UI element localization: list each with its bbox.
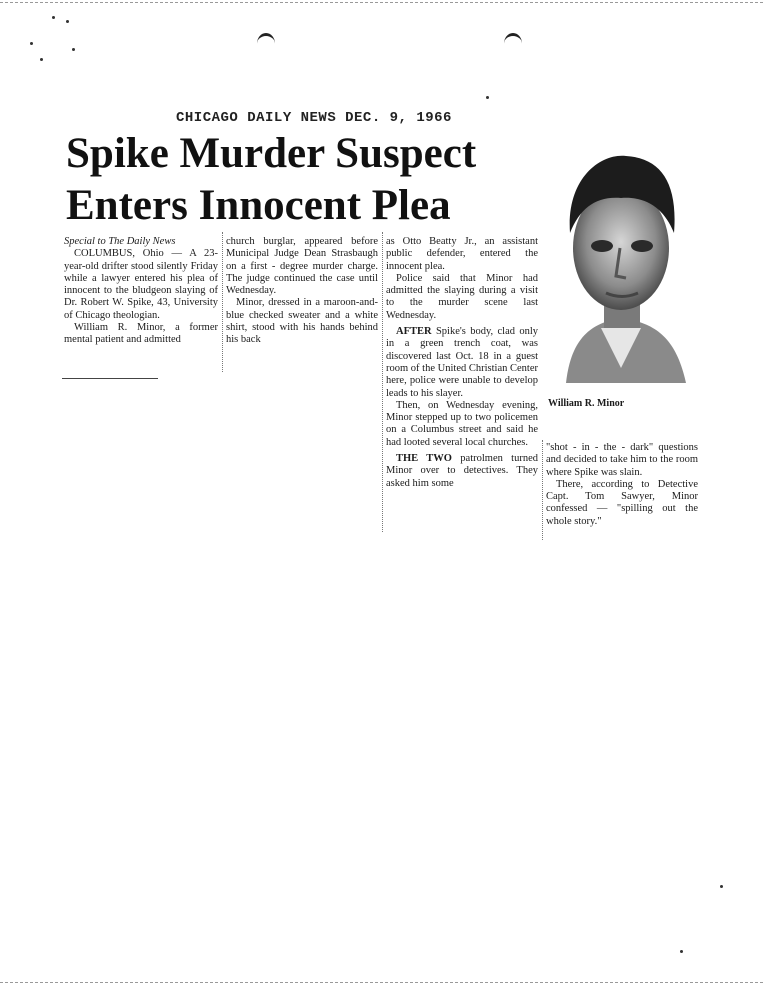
column-end-rule <box>62 378 158 379</box>
headline <box>66 128 546 232</box>
scan-speck <box>72 48 75 51</box>
column-rule <box>222 232 223 372</box>
scan-speck <box>66 20 69 23</box>
headline-line-1: Spike Murder Suspect <box>66 130 477 177</box>
paragraph: as Otto Beatty Jr., an assistant public defender, entered the innocent plea. <box>386 236 538 272</box>
paragraph: Then, on Wednesday evening, Minor stepped up to two policemen on a Columbus street and said he had looted several local churches. <box>386 399 538 448</box>
paragraph <box>386 453 538 490</box>
article-column-4 <box>546 442 698 528</box>
scan-speck <box>40 58 43 61</box>
paragraph: Police said that Minor had admitted the slaying during a visit to the murder scene last Wednesday. <box>386 272 538 321</box>
article-column-1 <box>64 236 218 347</box>
article-column-2 <box>226 236 378 347</box>
photo-caption: William R. Minor <box>548 398 625 409</box>
paragraph-text: Spike's body, clad only in a green trench coat, was discovered last Oct. 18 in a guest room of the United Christian Center here, police were unable to develop leads to his slayer. <box>386 326 538 399</box>
column-rule <box>542 440 543 540</box>
paragraph: Minor, dressed in a maroon-and-blue checked sweater and a white shirt, stood with his hands behind his back <box>226 297 378 346</box>
scan-speck <box>486 96 489 99</box>
paragraph: There, according to Detective Capt. Tom Sawyer, Minor confessed — "spilling out the whole story." <box>546 478 698 527</box>
bottom-scan-edge <box>0 982 763 983</box>
suspect-photo <box>546 138 696 388</box>
binder-hole-left <box>257 33 275 54</box>
paragraph: church burglar, appeared before Municipal Judge Dean Strasbaugh on a first - degree murder charge. The judge continued the case until Wednesday. <box>226 236 378 297</box>
scan-speck <box>720 885 723 888</box>
headline-line-2: Enters Innocent Plea <box>66 182 451 229</box>
scan-speck <box>680 950 683 953</box>
paragraph: William R. Minor, a former mental patient and admitted <box>64 322 218 346</box>
byline: Special to The Daily News <box>64 236 176 247</box>
dateline: CHICAGO DAILY NEWS DEC. 9, 1966 <box>176 110 452 126</box>
scan-speck <box>30 42 33 45</box>
paragraph-text: patrolmen turned Minor over to detectives. They asked him some <box>386 453 538 489</box>
top-scan-edge <box>0 2 763 3</box>
paragraph <box>386 326 538 400</box>
portrait-image <box>546 138 696 388</box>
column-rule <box>382 232 383 532</box>
binder-hole-right <box>504 33 522 54</box>
article-column-3 <box>386 236 538 490</box>
subhead-lead: THE TWO <box>396 453 452 465</box>
paragraph: COLUMBUS, Ohio — A 23-year-old drifter stood silently Friday while a lawyer entered his plea of innocent to the bludgeon slaying of Dr. Robert W. Spike, 43, University of Chicago theologian. <box>64 248 218 321</box>
scan-speck <box>52 16 55 19</box>
paragraph: "shot - in - the - dark" questions and decided to take him to the room where Spike was slain. <box>546 442 698 478</box>
subhead-lead: AFTER <box>396 326 432 338</box>
